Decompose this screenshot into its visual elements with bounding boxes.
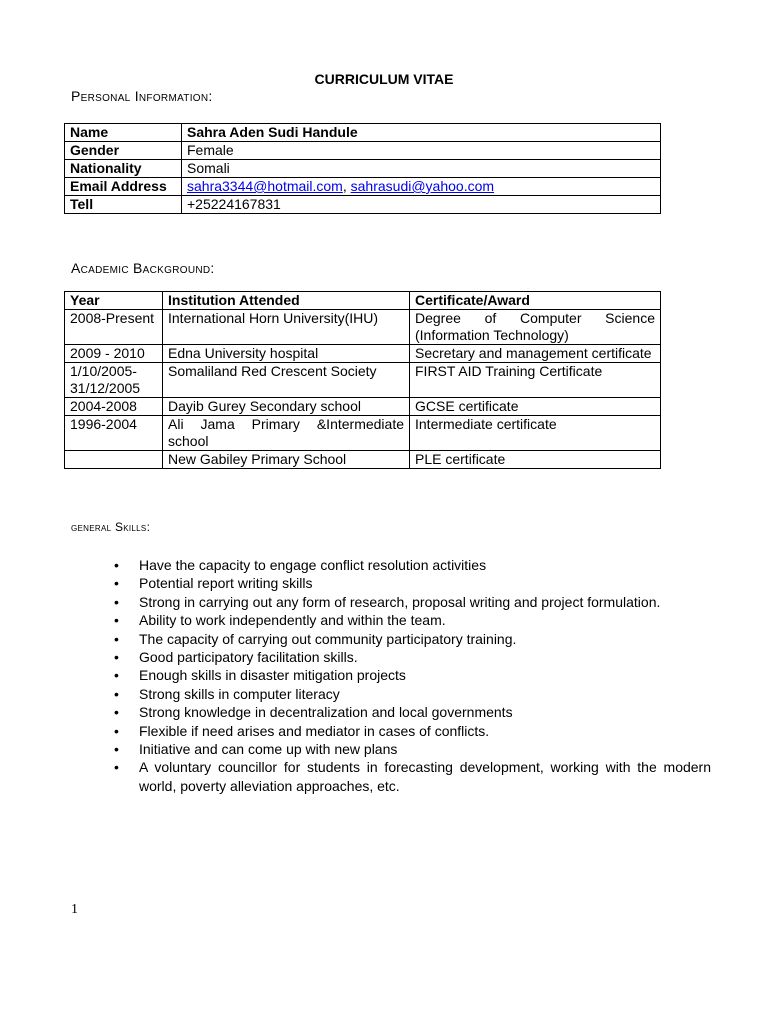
table-header-row <box>65 292 661 310</box>
bullet-icon: • <box>114 704 119 721</box>
phone-value: +25224167831 <box>182 196 661 214</box>
table-row <box>65 398 661 416</box>
year-cell: 1/10/2005-31/12/2005 <box>65 363 163 398</box>
list-item <box>114 722 711 740</box>
field-label: Email Address <box>65 178 182 196</box>
certificate-cell: Intermediate certificate <box>410 416 661 451</box>
institution-cell: Dayib Gurey Secondary school <box>163 398 410 416</box>
skill-text: Good participatory facilitation skills. <box>139 649 358 666</box>
list-item <box>114 630 711 648</box>
list-item <box>114 703 711 721</box>
email-link-hotmail[interactable]: sahra3344@hotmail.com <box>187 178 343 194</box>
skill-text: A voluntary councillor for students in forecasting development, working with the modern world, poverty alleviation approaches, etc. <box>139 759 711 794</box>
list-item <box>114 593 711 611</box>
bullet-icon: • <box>114 557 119 573</box>
table-row <box>65 363 661 398</box>
table-row <box>65 416 661 451</box>
table-row <box>65 310 661 345</box>
table-row <box>65 142 661 160</box>
bullet-icon: • <box>114 722 119 739</box>
list-item <box>114 666 711 684</box>
bullet-icon: • <box>114 759 119 776</box>
list-item <box>114 758 711 795</box>
gender-value: Female <box>182 142 661 160</box>
skills-list <box>114 556 711 795</box>
certificate-cell: PLE certificate <box>410 451 661 469</box>
year-cell <box>65 451 163 469</box>
personal-info-heading: Personal Information: <box>71 88 213 104</box>
skill-text: Flexible if need arises and mediator in cases of conflicts. <box>139 722 490 739</box>
bullet-icon: • <box>114 741 119 758</box>
skill-text: Strong skills in computer literacy <box>139 685 340 702</box>
table-row <box>65 124 661 142</box>
personal-info-table <box>64 123 661 214</box>
email-link-yahoo[interactable]: sahrasudi@yahoo.com <box>350 178 495 194</box>
certificate-cell: Degree of Computer Science (Information Technology) <box>410 310 661 345</box>
email-separator: , <box>342 178 351 194</box>
name-value: Sahra Aden Sudi Handule <box>182 124 661 142</box>
certificate-cell: GCSE certificate <box>410 398 661 416</box>
column-header-institution: Institution Attended <box>163 292 410 310</box>
institution-cell: International Horn University(IHU) <box>163 310 410 345</box>
skill-text: The capacity of carrying out community participatory training. <box>139 630 517 647</box>
bullet-icon: • <box>114 630 119 647</box>
skill-text: Potential report writing skills <box>139 575 313 592</box>
table-row <box>65 196 661 214</box>
institution-cell: Ali Jama Primary &Intermediate school <box>163 416 410 451</box>
list-item <box>114 611 711 629</box>
list-item <box>114 648 711 666</box>
certificate-cell: FIRST AID Training Certificate <box>410 363 661 398</box>
certificate-cell: Secretary and management certificate <box>410 345 661 363</box>
field-label: Tell <box>65 196 182 214</box>
skill-text: Strong knowledge in decentralization and local governments <box>139 704 513 721</box>
bullet-icon: • <box>114 593 119 610</box>
table-row <box>65 178 661 196</box>
general-skills-heading: general Skills: <box>71 520 151 534</box>
bullet-icon: • <box>114 685 119 702</box>
skill-text: Initiative and can come up with new plans <box>139 741 398 758</box>
bullet-icon: • <box>114 575 119 592</box>
institution-cell: New Gabiley Primary School <box>163 451 410 469</box>
list-item <box>114 574 711 592</box>
email-value <box>182 178 661 196</box>
skill-text: Enough skills in disaster mitigation projects <box>139 667 406 684</box>
academic-table <box>64 291 661 469</box>
column-header-year: Year <box>65 292 163 310</box>
bullet-icon: • <box>114 612 119 629</box>
field-label: Gender <box>65 142 182 160</box>
column-header-certificate: Certificate/Award <box>410 292 661 310</box>
nationality-value: Somali <box>182 160 661 178</box>
list-item <box>114 685 711 703</box>
document-title: CURRICULUM VITAE <box>314 71 454 87</box>
table-row <box>65 345 661 363</box>
skill-text: Ability to work independently and within the team. <box>139 612 446 629</box>
academic-background-heading: Academic Background: <box>71 260 215 276</box>
skill-text: Strong in carrying out any form of research, proposal writing and project formulation. <box>139 593 661 610</box>
field-label: Nationality <box>65 160 182 178</box>
list-item <box>114 740 711 758</box>
bullet-icon: • <box>114 649 119 666</box>
year-cell: 2008-Present <box>65 310 163 345</box>
field-label: Name <box>65 124 182 142</box>
skill-text: Have the capacity to engage conflict resolution activities <box>139 557 487 573</box>
year-cell: 2009 - 2010 <box>65 345 163 363</box>
table-row <box>65 451 661 469</box>
bullet-icon: • <box>114 667 119 684</box>
table-row <box>65 160 661 178</box>
institution-cell: Edna University hospital <box>163 345 410 363</box>
institution-cell: Somaliland Red Crescent Society <box>163 363 410 398</box>
list-item <box>114 556 711 574</box>
page-number: 1 <box>71 902 78 917</box>
year-cell: 2004-2008 <box>65 398 163 416</box>
year-cell: 1996-2004 <box>65 416 163 451</box>
